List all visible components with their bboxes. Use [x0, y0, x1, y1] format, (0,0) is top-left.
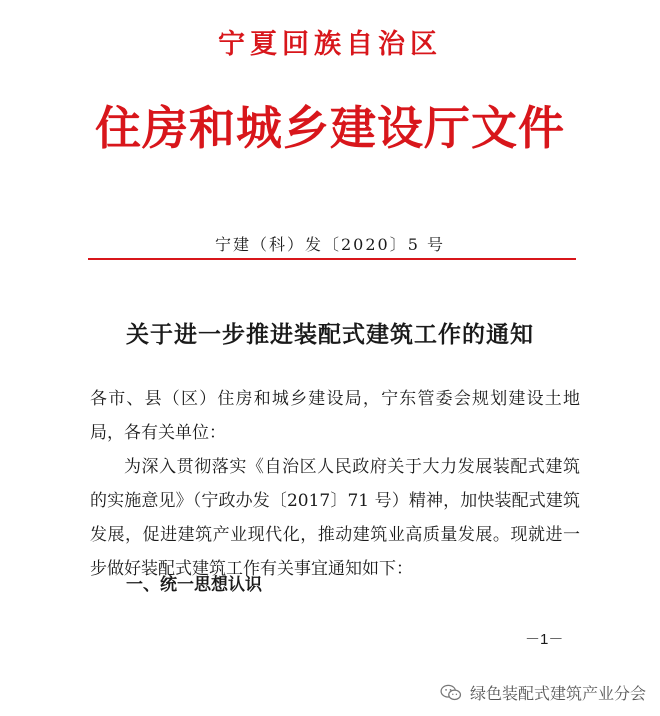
header-department: 住房和城乡建设厅文件	[95, 101, 565, 155]
document-number: 宁建（科）发〔2020〕5 号	[215, 235, 445, 254]
page-number: －1－	[525, 631, 564, 648]
document-body	[90, 382, 580, 586]
header-region	[0, 22, 660, 61]
watermark-text: 绿色装配式建筑产业分会	[469, 684, 646, 703]
watermark	[440, 681, 646, 704]
intro-paragraph: 为深入贯彻落实《自治区人民政府关于大力发展装配式建筑的实施意见》（宁政办发〔2017〕71 号）精神，加快装配式建筑发展，促进建筑产业现代化，推动建筑业高质量发展。现就进一步做好装配式建筑工作有关事宜通知如下：	[90, 457, 580, 579]
document-title: 关于进一步推进装配式建筑工作的通知	[126, 321, 534, 348]
header-region-name: 宁夏回族自治区	[218, 29, 442, 60]
wechat-icon	[440, 684, 462, 702]
recipients-paragraph: 各市、县（区）住房和城乡建设局，宁东管委会规划建设土地局，各有关单位：	[90, 389, 580, 443]
section-heading: 一、统一思想认识	[126, 575, 262, 595]
header-divider	[88, 258, 576, 260]
